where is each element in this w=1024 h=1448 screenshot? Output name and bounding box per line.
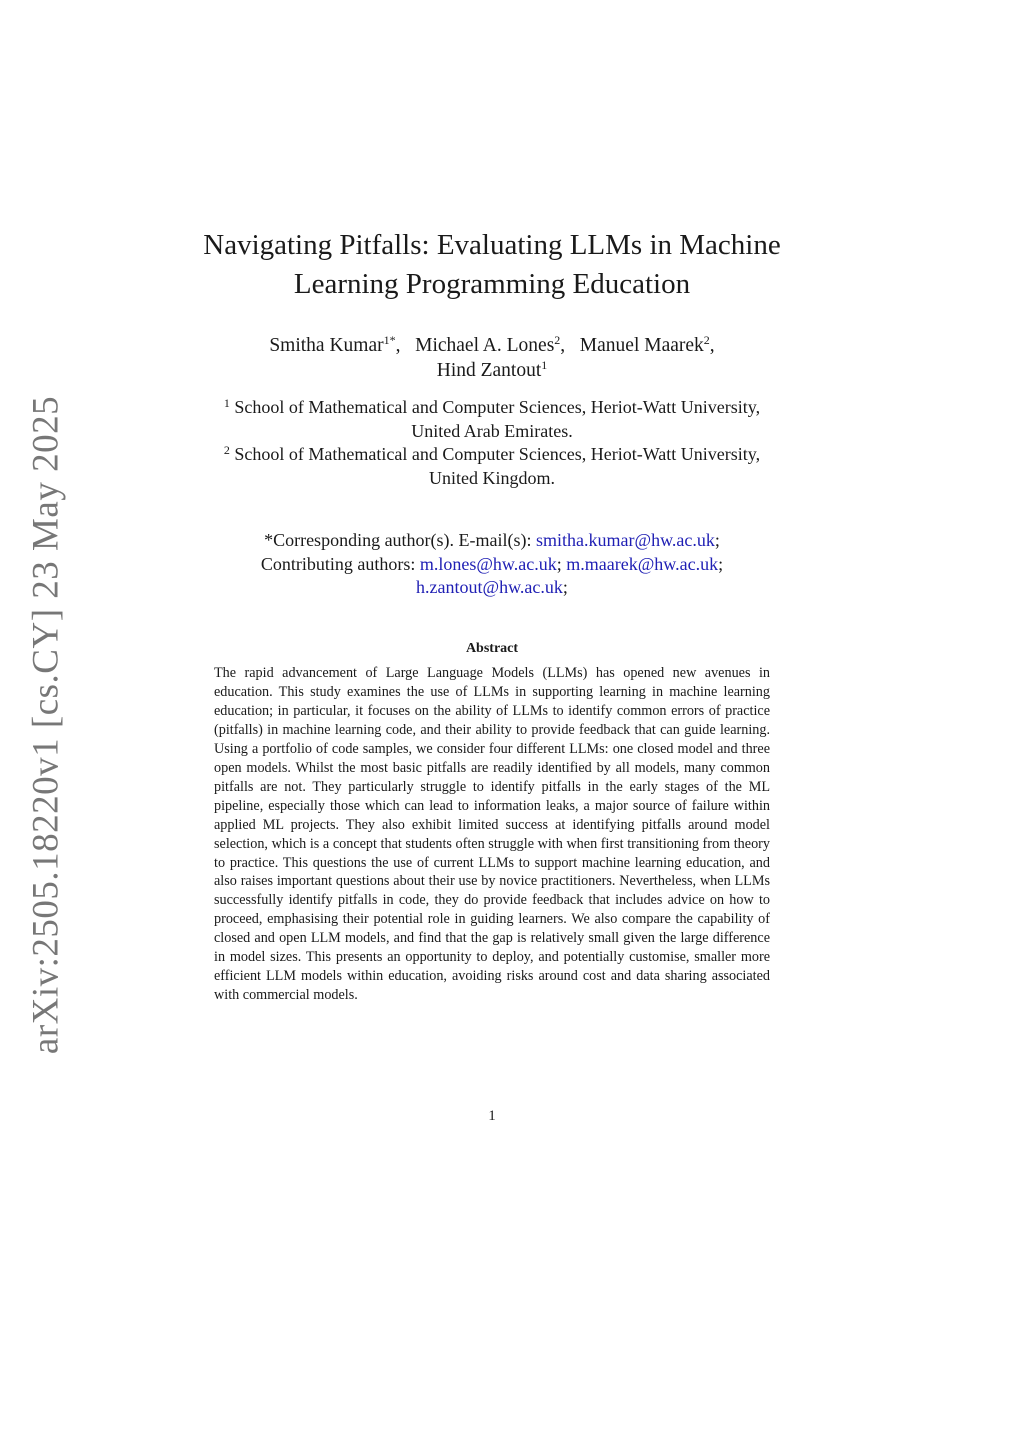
contributing-email-link[interactable]: m.maarek@hw.ac.uk (566, 553, 719, 574)
author: Michael A. Lones$^2$, (415, 333, 566, 356)
contributing-label: Contributing authors: (260, 553, 416, 574)
page-number: 1 (488, 1108, 496, 1124)
paper-title: Navigating Pitfalls: Evaluating LLMs in Machine Learning Programming Education (203, 229, 781, 300)
author-affiliation-mark: 2 (554, 333, 561, 347)
affiliation-number: 1 (223, 396, 230, 410)
author-affiliation-mark: 2 (703, 333, 710, 347)
corresponding-label: *Corresponding author(s). E-mail(s): (264, 530, 532, 550)
correspondence-block: *Corresponding author(s). E-mail(s): smitha.kumar@hw.ac.uk; Contributing authors: m.lones@hw.ac.uk; m.maarek@hw.ac.uk; h.zantout@hw.ac.uk; (260, 530, 724, 597)
affiliations (200, 396, 784, 490)
contributing-email-link[interactable]: h.zantout@hw.ac.uk (416, 577, 563, 597)
arxiv-identifier: arXiv:2505.18220v1 [cs.CY] 23 May 2025 (25, 395, 67, 1055)
corresponding-email-link[interactable]: smitha.kumar@hw.ac.uk (536, 530, 715, 550)
author-affiliation-mark: 1 (541, 358, 548, 372)
author: Hind Zantout$^1$ (436, 358, 548, 381)
author: Manuel Maarek$^2$, (579, 333, 715, 356)
abstract-text: The rapid advancement of Large Language Models (LLMs) has opened new avenues in education. This study examines the use of LLMs in supporting learning in machine learning education; in particular, it focuses on the ability of LLMs to identify common errors of practice (pitfalls) in machine learning code, and their ability to provide feedback that can guide learning. Using a portfolio of code samples, we consider four different LLMs: one closed model and three open models. Whilst the most basic pitfalls are readily identified by all models, many common pitfalls are not. They particularly struggle to identify pitfalls in the early stages of the ML pipeline, especially those which can lead to information leaks, a major source of failure within applied ML projects. They also exhibit limited success at identifying pitfalls around model selection, which is a concept that students often struggle with when first transitioning from theory to practice. This questions the use of current LLMs to support machine learning education, and also raises important questions about their use by novice practitioners. Nevertheless, when LLMs successfully identify pitfalls in code, they do provide feedback that includes advice on how to proceed, emphasising their potential role in guiding learners. We also compare the capability of closed and open LLM models, and find that the gap is relatively small given the large difference in model sizes. This presents an opportunity to deploy, and potentially customise, smaller more efficient LLM models within education, avoiding risks around cost and data sharing associated with commercial models. (214, 665, 770, 1004)
author: Smitha Kumar$^{1*}$, (269, 333, 401, 356)
author-list (180, 333, 804, 383)
contributing-email-link[interactable]: m.lones@hw.ac.uk (419, 553, 557, 574)
affiliation-number: 2 (223, 443, 230, 457)
abstract-heading: Abstract (465, 641, 519, 656)
author-affiliation-mark: 1* (383, 333, 396, 347)
affiliation: $^1$ School of Mathematical and Computer Sciences, Heriot-Watt University, United Arab Emirates. (223, 396, 761, 441)
affiliation: $^2$ School of Mathematical and Computer Sciences, Heriot-Watt University, United Kingdom. (223, 443, 761, 488)
